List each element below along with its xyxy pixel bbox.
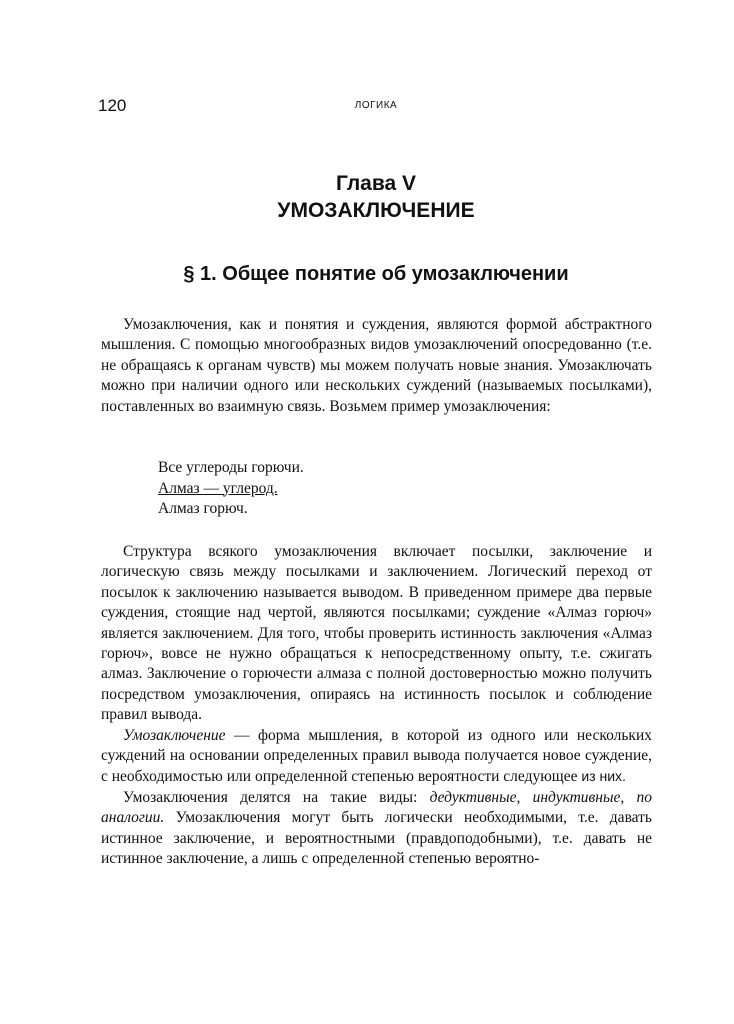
definition-tail: из них. (581, 768, 626, 785)
chapter-title: УМОЗАКЛЮЧЕНИЕ (277, 199, 475, 222)
main-text-block (101, 542, 652, 870)
types-text: Умозаключения могут быть логически необходимыми, т.е. давать истинное заключение, и вероятностными (правдоподобными), т.е. давать не истинное заключение, а лишь с определенной степенью вероятно- (101, 809, 652, 868)
structure-paragraph: Структура всякого умозаключения включает посылки, заключение и логическую связь между посылками и заключением. Логический переход от посылок к заключению называется выводом. В приведенном примере два первые суждения, стоящие над чертой, являются посылками; суждение «Алмаз горюч» является заключением. Для того, чтобы проверить истинность заключения «Алмаз горюч», вовсе не нужно обращаться к непосредственному опыту, т.е. сжигать алмаз. Заключение о горючести алмаза с полной достоверностью можно получить посредством умозаключения, опираясь на истинность посылок и соблюдение правил вывода. (101, 543, 652, 724)
section-title: § 1. Общее понятие об умозаключении (183, 263, 569, 285)
types-paragraph (101, 788, 652, 870)
example-premise-2: Алмаз — углерод. (158, 479, 278, 497)
example-premise-1: Все углероды горючи. (158, 459, 304, 476)
types-list: дедуктивные, индуктивные, по аналогии. (101, 788, 652, 827)
page-number: 120 (98, 96, 127, 115)
intro-paragraph-block (101, 315, 652, 417)
definition-text: — форма мышления, в которой из одного или нескольких суждений на основании определенных правил вывода получается новое суждение, с необходимостью или определенной степенью вероятности следующее (101, 726, 652, 786)
intro-paragraph: Умозаключения, как и понятия и суждения, являются формой абстрактного мышления. С помощью многообразных видов умозаключений опосредованно (т.е. не обращаясь к органам чувств) мы можем получать новые знания. Умозаключать можно при наличии одного или нескольких суждений (называемых посылками), поставленных во взаимную связь. Возьмем пример умозаключения: (101, 316, 652, 415)
example-conclusion: Алмаз горюч. (158, 500, 248, 517)
definition-paragraph (101, 726, 652, 788)
syllogism-example (158, 458, 304, 520)
running-head (98, 96, 654, 118)
chapter-label: Глава V (335, 172, 417, 195)
running-title: ЛОГИКА (354, 100, 398, 111)
types-lead: Умозаключения делятся на такие виды: (123, 788, 430, 806)
definition-term: Умозаключение (123, 726, 226, 744)
